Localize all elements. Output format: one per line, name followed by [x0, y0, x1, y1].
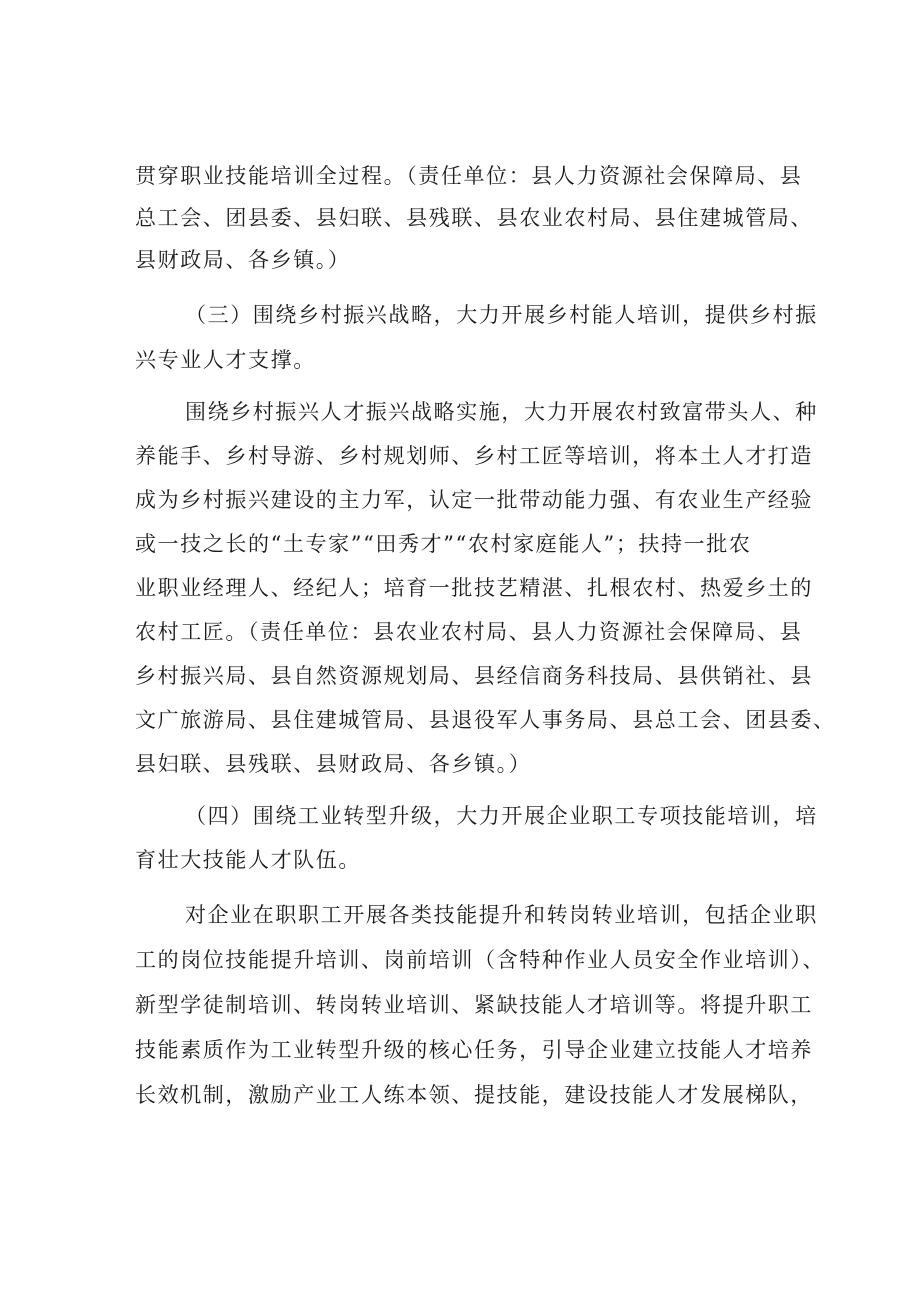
text-line: 围绕乡村振兴人才振兴战略实施，大力开展农村致富带头人、种 — [185, 400, 818, 424]
text-line: 技能素质作为工业转型升级的核心任务，引导企业建立技能人才培养 — [135, 1038, 813, 1062]
text-line: 乡村振兴局、县自然资源规划局、县经信商务科技局、县供销社、县 — [135, 664, 813, 688]
text-line: 工的岗位技能提升培训、岗前培训（含特种作业人员安全作业培训）、 — [135, 948, 826, 972]
text-line: 贯穿职业技能培训全过程。（责任单位：县人力资源社会保障局、县 — [135, 164, 803, 188]
text-line: 总工会、团县委、县妇联、县残联、县农业农村局、县住建城管局、 — [135, 206, 813, 230]
text-line: 农村工匠。（责任单位：县农业农村局、县人力资源社会保障局、县 — [135, 620, 803, 644]
text-line: 长效机制，激励产业工人练本领、提技能，建设技能人才发展梯队， — [135, 1083, 813, 1107]
text-line: 业职业经理人、经纪人；培育一批技艺精湛、扎根农村、热爱乡土的 — [135, 576, 813, 600]
text-line: 文广旅游局、县住建城管局、县退役军人事务局、县总工会、团县委、 — [135, 708, 836, 732]
section-heading-line: 育壮大技能人才队伍。 — [135, 848, 361, 872]
section-heading-line: 兴专业人才支撑。 — [135, 348, 316, 372]
section-heading-line: （四）围绕工业转型升级，大力开展企业职工专项技能培训，培 — [185, 804, 818, 828]
text-line: 养能手、乡村导游、乡村规划师、乡村工匠等培训，将本土人才打造 — [135, 444, 813, 468]
section-heading-line: （三）围绕乡村振兴战略，大力开展乡村能人培训，提供乡村振 — [185, 303, 818, 327]
text-line: 新型学徒制培训、转岗转业培训、紧缺技能人才培训等。将提升职工 — [135, 993, 813, 1017]
text-line: 或一技之长的“土专家”“田秀才”“农村家庭能人”；扶持一批农 — [135, 532, 752, 556]
text-line: 对企业在职职工开展各类技能提升和转岗转业培训，包括企业职 — [185, 903, 818, 927]
text-line: 县财政局、各乡镇。） — [135, 248, 351, 272]
text-line: 县妇联、县残联、县财政局、各乡镇。） — [135, 752, 532, 776]
text-line: 成为乡村振兴建设的主力军，认定一批带动能力强、有农业生产经验 — [135, 488, 813, 512]
